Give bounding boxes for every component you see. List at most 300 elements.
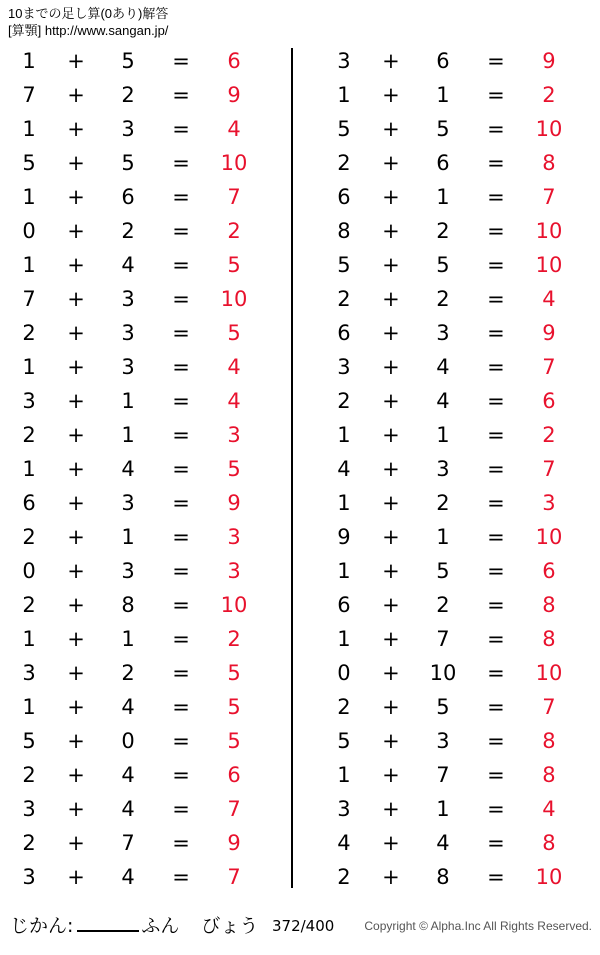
operand-a: 3 — [22, 389, 36, 413]
operand-a: 3 — [337, 49, 351, 73]
equals-icon: = — [172, 627, 190, 651]
answer-value: 8 — [542, 151, 556, 175]
plus-icon: + — [382, 321, 400, 345]
operand-a: 2 — [337, 287, 351, 311]
equals-icon: = — [172, 525, 190, 549]
plus-icon: + — [67, 287, 85, 311]
operand-b: 2 — [121, 661, 135, 685]
operand-b: 2 — [436, 219, 450, 243]
problem-row — [321, 146, 600, 180]
page-title: 10までの足し算(0あり)解答 — [8, 6, 169, 21]
equals-icon: = — [172, 865, 190, 889]
operand-a: 1 — [22, 457, 36, 481]
operand-a: 3 — [337, 797, 351, 821]
plus-icon: + — [382, 355, 400, 379]
problem-row — [321, 826, 600, 860]
plus-icon: + — [382, 593, 400, 617]
equals-icon: = — [487, 831, 505, 855]
answer-value: 10 — [535, 525, 563, 549]
problem-row — [321, 656, 600, 690]
problem-row — [321, 486, 600, 520]
operand-b: 4 — [436, 355, 450, 379]
answer-value: 2 — [542, 423, 556, 447]
plus-icon: + — [382, 423, 400, 447]
equals-icon: = — [172, 287, 190, 311]
operand-b: 5 — [121, 49, 135, 73]
page-footer — [0, 907, 600, 947]
problem-row — [6, 520, 285, 554]
operand-b: 3 — [121, 287, 135, 311]
time-label: じかん: — [10, 915, 74, 937]
operand-a: 8 — [337, 219, 351, 243]
operand-b: 4 — [436, 389, 450, 413]
operand-b: 3 — [121, 321, 135, 345]
equals-icon: = — [172, 695, 190, 719]
answer-value: 9 — [542, 49, 556, 73]
problem-row — [6, 384, 285, 418]
equals-icon: = — [172, 491, 190, 515]
plus-icon: + — [67, 83, 85, 107]
equals-icon: = — [172, 185, 190, 209]
answer-value: 7 — [227, 185, 241, 209]
operand-a: 1 — [22, 117, 36, 141]
equals-icon: = — [172, 661, 190, 685]
operand-a: 0 — [22, 559, 36, 583]
problem-row — [6, 112, 285, 146]
equals-icon: = — [487, 525, 505, 549]
plus-icon: + — [67, 457, 85, 481]
plus-icon: + — [67, 525, 85, 549]
answer-value: 4 — [227, 117, 241, 141]
problem-row — [6, 554, 285, 588]
answer-value: 3 — [227, 525, 241, 549]
operand-a: 1 — [22, 185, 36, 209]
problem-row — [321, 112, 600, 146]
answer-value: 4 — [542, 797, 556, 821]
plus-icon: + — [67, 865, 85, 889]
operand-a: 1 — [22, 253, 36, 277]
problem-row — [321, 418, 600, 452]
equals-icon: = — [487, 151, 505, 175]
plus-icon: + — [67, 355, 85, 379]
problem-row — [6, 316, 285, 350]
equals-icon: = — [487, 355, 505, 379]
operand-a: 5 — [337, 729, 351, 753]
problem-row — [6, 792, 285, 826]
answer-value: 7 — [542, 457, 556, 481]
answer-value: 5 — [227, 661, 241, 685]
equals-icon: = — [172, 253, 190, 277]
plus-icon: + — [382, 457, 400, 481]
plus-icon: + — [382, 831, 400, 855]
problem-row — [321, 180, 600, 214]
operand-b: 5 — [436, 253, 450, 277]
equals-icon: = — [487, 423, 505, 447]
operand-a: 2 — [337, 151, 351, 175]
operand-b: 3 — [436, 729, 450, 753]
operand-b: 2 — [436, 491, 450, 515]
answer-value: 6 — [227, 763, 241, 787]
answer-value: 10 — [535, 117, 563, 141]
plus-icon: + — [382, 83, 400, 107]
operand-a: 1 — [337, 627, 351, 651]
answer-value: 2 — [542, 83, 556, 107]
time-entry — [10, 911, 258, 938]
answer-value: 9 — [542, 321, 556, 345]
plus-icon: + — [67, 117, 85, 141]
answer-value: 10 — [535, 219, 563, 243]
answer-value: 2 — [227, 627, 241, 651]
operand-b: 5 — [121, 151, 135, 175]
equals-icon: = — [487, 219, 505, 243]
operand-a: 4 — [337, 457, 351, 481]
equals-icon: = — [487, 593, 505, 617]
operand-b: 1 — [121, 423, 135, 447]
operand-b: 4 — [121, 457, 135, 481]
plus-icon: + — [382, 287, 400, 311]
problem-row — [6, 146, 285, 180]
problem-row — [321, 78, 600, 112]
answer-value: 10 — [220, 151, 248, 175]
plus-icon: + — [67, 321, 85, 345]
equals-icon: = — [487, 491, 505, 515]
operand-a: 5 — [22, 151, 36, 175]
answer-value: 7 — [542, 695, 556, 719]
problem-row — [321, 622, 600, 656]
operand-b: 3 — [121, 491, 135, 515]
equals-icon: = — [487, 185, 505, 209]
equals-icon: = — [487, 321, 505, 345]
answer-value: 3 — [542, 491, 556, 515]
equals-icon: = — [172, 219, 190, 243]
right-column — [299, 44, 600, 894]
equals-icon: = — [487, 763, 505, 787]
answer-value: 9 — [227, 491, 241, 515]
plus-icon: + — [382, 661, 400, 685]
plus-icon: + — [382, 117, 400, 141]
equals-icon: = — [487, 389, 505, 413]
operand-b: 1 — [436, 797, 450, 821]
problem-row — [6, 588, 285, 622]
plus-icon: + — [67, 423, 85, 447]
operand-b: 4 — [121, 695, 135, 719]
operand-a: 2 — [22, 423, 36, 447]
problem-row — [321, 350, 600, 384]
problem-row — [321, 214, 600, 248]
operand-a: 6 — [337, 321, 351, 345]
equals-icon: = — [487, 49, 505, 73]
minutes-blank[interactable] — [77, 912, 139, 932]
answer-value: 10 — [220, 287, 248, 311]
operand-b: 4 — [121, 865, 135, 889]
operand-b: 10 — [429, 661, 457, 685]
page-subtitle: [算顎] http://www.sangan.jp/ — [8, 23, 169, 39]
equals-icon: = — [487, 695, 505, 719]
operand-a: 1 — [22, 355, 36, 379]
operand-b: 2 — [121, 83, 135, 107]
problem-row — [321, 690, 600, 724]
equals-icon: = — [172, 593, 190, 617]
operand-a: 0 — [22, 219, 36, 243]
copyright-text: Copyright © Alpha.Inc All Rights Reserved. — [364, 919, 592, 933]
operand-a: 1 — [22, 695, 36, 719]
operand-b: 3 — [121, 355, 135, 379]
operand-a: 1 — [337, 423, 351, 447]
answer-value: 7 — [227, 797, 241, 821]
operand-b: 1 — [121, 627, 135, 651]
answer-value: 8 — [542, 763, 556, 787]
answer-value: 10 — [535, 661, 563, 685]
answer-value: 7 — [542, 355, 556, 379]
equals-icon: = — [172, 117, 190, 141]
equals-icon: = — [172, 389, 190, 413]
equals-icon: = — [487, 661, 505, 685]
equals-icon: = — [172, 321, 190, 345]
answer-value: 5 — [227, 253, 241, 277]
equals-icon: = — [487, 117, 505, 141]
problem-row — [321, 758, 600, 792]
plus-icon: + — [67, 831, 85, 855]
operand-b: 3 — [436, 321, 450, 345]
problem-row — [321, 384, 600, 418]
plus-icon: + — [67, 627, 85, 651]
page-number: 372/400 — [272, 917, 335, 935]
problem-row — [321, 520, 600, 554]
plus-icon: + — [382, 865, 400, 889]
problem-row — [6, 418, 285, 452]
operand-b: 1 — [436, 423, 450, 447]
problem-row — [6, 724, 285, 758]
problem-row — [321, 860, 600, 894]
operand-a: 3 — [22, 661, 36, 685]
answer-value: 9 — [227, 83, 241, 107]
operand-b: 5 — [436, 559, 450, 583]
problem-columns — [0, 44, 600, 894]
answer-value: 3 — [227, 423, 241, 447]
plus-icon: + — [67, 219, 85, 243]
equals-icon: = — [172, 355, 190, 379]
plus-icon: + — [67, 661, 85, 685]
answer-value: 10 — [535, 865, 563, 889]
equals-icon: = — [487, 729, 505, 753]
equals-icon: = — [487, 83, 505, 107]
operand-b: 3 — [121, 559, 135, 583]
plus-icon: + — [382, 695, 400, 719]
problem-row — [6, 486, 285, 520]
operand-b: 2 — [436, 593, 450, 617]
answer-value: 4 — [542, 287, 556, 311]
operand-a: 2 — [22, 763, 36, 787]
problem-row — [6, 690, 285, 724]
operand-b: 7 — [436, 763, 450, 787]
plus-icon: + — [382, 763, 400, 787]
problem-row — [6, 248, 285, 282]
plus-icon: + — [67, 491, 85, 515]
answer-value: 9 — [227, 831, 241, 855]
plus-icon: + — [67, 797, 85, 821]
left-column — [0, 44, 285, 894]
operand-a: 2 — [337, 865, 351, 889]
equals-icon: = — [172, 49, 190, 73]
operand-a: 7 — [22, 83, 36, 107]
operand-a: 6 — [22, 491, 36, 515]
equals-icon: = — [172, 797, 190, 821]
problem-row — [6, 78, 285, 112]
problem-row — [321, 452, 600, 486]
plus-icon: + — [382, 151, 400, 175]
operand-b: 1 — [121, 525, 135, 549]
operand-a: 2 — [337, 695, 351, 719]
answer-value: 5 — [227, 729, 241, 753]
problem-row — [321, 44, 600, 78]
answer-value: 6 — [542, 389, 556, 413]
operand-a: 1 — [337, 83, 351, 107]
answer-value: 10 — [535, 253, 563, 277]
problem-row — [6, 44, 285, 78]
operand-b: 8 — [436, 865, 450, 889]
plus-icon: + — [67, 389, 85, 413]
operand-b: 4 — [436, 831, 450, 855]
operand-b: 6 — [436, 151, 450, 175]
operand-b: 2 — [121, 219, 135, 243]
operand-a: 3 — [22, 797, 36, 821]
problem-row — [6, 180, 285, 214]
operand-b: 1 — [436, 185, 450, 209]
operand-a: 5 — [337, 117, 351, 141]
operand-a: 2 — [22, 831, 36, 855]
problem-row — [6, 826, 285, 860]
equals-icon: = — [172, 423, 190, 447]
operand-a: 1 — [22, 627, 36, 651]
problem-row — [6, 452, 285, 486]
answer-value: 5 — [227, 321, 241, 345]
answer-value: 10 — [220, 593, 248, 617]
answer-value: 7 — [227, 865, 241, 889]
operand-b: 4 — [121, 253, 135, 277]
equals-icon: = — [487, 559, 505, 583]
plus-icon: + — [67, 559, 85, 583]
equals-icon: = — [172, 729, 190, 753]
operand-a: 4 — [337, 831, 351, 855]
equals-icon: = — [487, 457, 505, 481]
problem-row — [6, 758, 285, 792]
plus-icon: + — [382, 253, 400, 277]
answer-value: 7 — [542, 185, 556, 209]
problem-row — [321, 792, 600, 826]
operand-a: 2 — [337, 389, 351, 413]
operand-b: 4 — [121, 763, 135, 787]
operand-a: 1 — [337, 491, 351, 515]
answer-value: 6 — [542, 559, 556, 583]
answer-value: 4 — [227, 389, 241, 413]
equals-icon: = — [172, 831, 190, 855]
column-divider — [291, 48, 293, 888]
operand-b: 6 — [436, 49, 450, 73]
answer-value: 8 — [542, 627, 556, 651]
plus-icon: + — [382, 49, 400, 73]
plus-icon: + — [382, 559, 400, 583]
equals-icon: = — [487, 287, 505, 311]
problem-row — [321, 724, 600, 758]
operand-b: 7 — [436, 627, 450, 651]
plus-icon: + — [67, 253, 85, 277]
problem-row — [321, 282, 600, 316]
problem-row — [321, 554, 600, 588]
answer-value: 5 — [227, 695, 241, 719]
answer-value: 2 — [227, 219, 241, 243]
operand-b: 3 — [121, 117, 135, 141]
operand-a: 5 — [337, 253, 351, 277]
plus-icon: + — [382, 627, 400, 651]
seconds-unit-label: びょう — [201, 915, 259, 937]
equals-icon: = — [172, 559, 190, 583]
plus-icon: + — [67, 185, 85, 209]
operand-a: 7 — [22, 287, 36, 311]
plus-icon: + — [382, 491, 400, 515]
operand-b: 4 — [121, 797, 135, 821]
answer-value: 5 — [227, 457, 241, 481]
operand-a: 2 — [22, 525, 36, 549]
plus-icon: + — [382, 525, 400, 549]
plus-icon: + — [67, 151, 85, 175]
problem-row — [321, 248, 600, 282]
equals-icon: = — [172, 763, 190, 787]
operand-b: 8 — [121, 593, 135, 617]
answer-value: 4 — [227, 355, 241, 379]
equals-icon: = — [487, 253, 505, 277]
operand-a: 9 — [337, 525, 351, 549]
problem-row — [6, 860, 285, 894]
operand-a: 6 — [337, 593, 351, 617]
minutes-unit-label: ふん — [141, 915, 180, 937]
equals-icon: = — [487, 627, 505, 651]
operand-a: 1 — [22, 49, 36, 73]
equals-icon: = — [487, 797, 505, 821]
page-header — [8, 6, 168, 40]
problem-row — [6, 656, 285, 690]
plus-icon: + — [67, 729, 85, 753]
plus-icon: + — [382, 185, 400, 209]
operand-a: 1 — [337, 559, 351, 583]
operand-b: 5 — [436, 117, 450, 141]
operand-a: 2 — [22, 593, 36, 617]
operand-a: 6 — [337, 185, 351, 209]
problem-row — [321, 588, 600, 622]
equals-icon: = — [487, 865, 505, 889]
operand-a: 0 — [337, 661, 351, 685]
operand-b: 1 — [436, 83, 450, 107]
operand-b: 2 — [436, 287, 450, 311]
equals-icon: = — [172, 83, 190, 107]
operand-a: 3 — [22, 865, 36, 889]
answer-value: 8 — [542, 593, 556, 617]
plus-icon: + — [67, 763, 85, 787]
problem-row — [321, 316, 600, 350]
plus-icon: + — [382, 729, 400, 753]
equals-icon: = — [172, 151, 190, 175]
answer-value: 6 — [227, 49, 241, 73]
problem-row — [6, 214, 285, 248]
operand-b: 6 — [121, 185, 135, 209]
operand-b: 1 — [121, 389, 135, 413]
operand-b: 7 — [121, 831, 135, 855]
problem-row — [6, 282, 285, 316]
operand-b: 1 — [436, 525, 450, 549]
plus-icon: + — [67, 695, 85, 719]
problem-row — [6, 350, 285, 384]
plus-icon: + — [67, 49, 85, 73]
plus-icon: + — [67, 593, 85, 617]
